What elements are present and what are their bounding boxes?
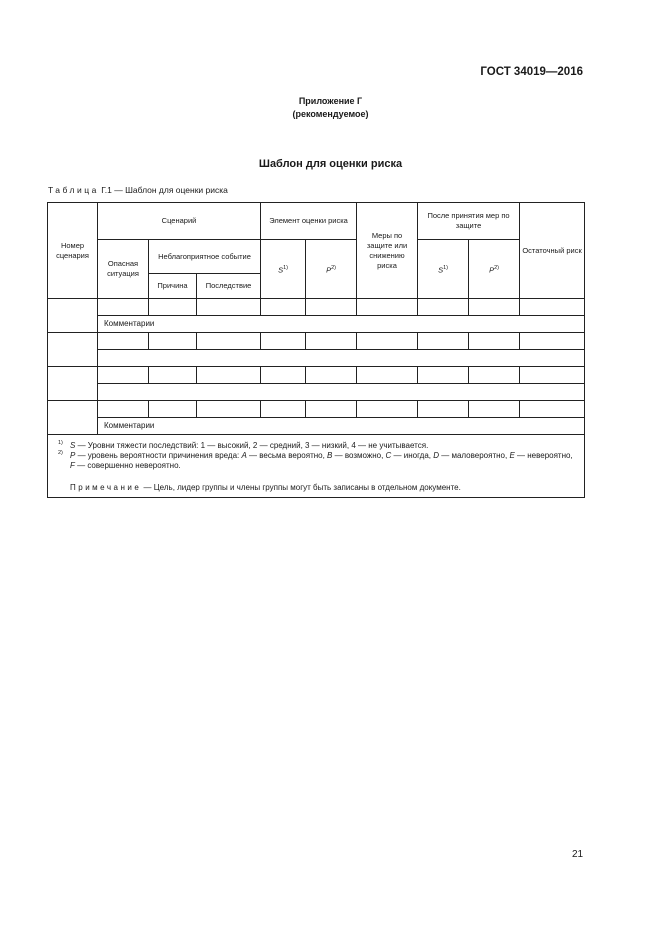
- data-cell[interactable]: [306, 401, 357, 418]
- footnote-2-symbol: P: [70, 451, 76, 460]
- appendix-heading: [0, 95, 661, 121]
- data-cell[interactable]: [149, 367, 197, 384]
- table-caption-prefix: Таблица: [48, 185, 99, 195]
- comment-row: [48, 418, 585, 435]
- header-cause: Причина: [149, 274, 197, 299]
- header-residual-risk: Остаточный риск: [520, 203, 585, 299]
- scenario-number-cell[interactable]: [48, 401, 98, 435]
- data-cell[interactable]: [418, 333, 469, 350]
- data-cell[interactable]: [520, 333, 585, 350]
- footnote-2-text: — маловероятно,: [439, 451, 510, 460]
- data-cell[interactable]: [469, 401, 520, 418]
- header-after-protection: После принятия мер по защите: [418, 203, 520, 240]
- header-p-after-symbol: P: [489, 265, 495, 275]
- page-title: Шаблон для оценки риска: [258, 158, 403, 170]
- data-cell[interactable]: [418, 367, 469, 384]
- data-cell[interactable]: [197, 367, 261, 384]
- header-adverse-event: Неблагоприятное событие: [149, 240, 261, 274]
- header-consequence: Последствие: [197, 274, 261, 299]
- footnote-2-a: A: [241, 451, 247, 460]
- data-cell[interactable]: [261, 401, 306, 418]
- table-note-text: — Цель, лидер группы и члены группы могут быть записаны в отдельном документе.: [141, 483, 461, 492]
- data-cell[interactable]: [261, 333, 306, 350]
- footnote-2-text: — совершенно невероятно.: [74, 461, 181, 470]
- data-cell[interactable]: [98, 299, 149, 316]
- footnote-2-b: B: [327, 451, 333, 460]
- header-s-after: [418, 240, 469, 299]
- table-row: [48, 299, 585, 316]
- scenario-number-cell[interactable]: [48, 299, 98, 333]
- footnote-2-text: — уровень вероятности причинения вреда:: [75, 451, 242, 460]
- data-cell[interactable]: [149, 299, 197, 316]
- data-cell[interactable]: [357, 333, 418, 350]
- footnote-1-mark: 1): [58, 440, 63, 446]
- header-scenarios: Сценарий: [98, 203, 261, 240]
- data-cell[interactable]: [98, 367, 149, 384]
- data-cell[interactable]: [306, 299, 357, 316]
- data-cell[interactable]: [197, 333, 261, 350]
- data-cell[interactable]: [520, 299, 585, 316]
- header-p: [306, 240, 357, 299]
- data-cell[interactable]: [357, 401, 418, 418]
- footnote-2-text: — иногда,: [391, 451, 434, 460]
- table-note: [70, 483, 578, 493]
- footnote-2-text: — возможно,: [332, 451, 386, 460]
- data-cell[interactable]: [469, 333, 520, 350]
- page-number: 21: [572, 849, 584, 860]
- footnote-2-f: F: [70, 461, 75, 470]
- data-cell[interactable]: [357, 299, 418, 316]
- table-row: [48, 401, 585, 418]
- comment-cell-empty[interactable]: [98, 384, 585, 401]
- header-s-after-symbol: S: [438, 265, 444, 275]
- header-p-mark: 2): [331, 264, 336, 271]
- data-cell[interactable]: [261, 299, 306, 316]
- appendix-label: Приложение Г: [298, 96, 363, 106]
- data-cell[interactable]: [149, 401, 197, 418]
- header-p-after: [469, 240, 520, 299]
- footnote-2-mark: 2): [58, 450, 63, 456]
- comment-cell[interactable]: Комментарии: [98, 418, 585, 435]
- footnote-1-text: — Уровни тяжести последствий: 1 — высокий, 2 — средний, 3 — низкий, 4 — не учитывается.: [75, 441, 429, 450]
- data-cell[interactable]: [98, 333, 149, 350]
- footnote-2-d: D: [433, 451, 440, 460]
- data-cell[interactable]: [469, 367, 520, 384]
- scenario-number-cell[interactable]: [48, 333, 98, 367]
- comment-cell-empty[interactable]: [98, 350, 585, 367]
- standard-designation: ГОСТ 34019—2016: [480, 66, 583, 78]
- header-s: [261, 240, 306, 299]
- header-s-mark: 1): [283, 264, 288, 271]
- data-cell[interactable]: [469, 299, 520, 316]
- risk-assessment-table: [47, 202, 585, 498]
- comment-row: [48, 384, 585, 401]
- header-s-symbol: S: [278, 265, 284, 275]
- data-cell[interactable]: [149, 333, 197, 350]
- data-cell[interactable]: [418, 299, 469, 316]
- data-cell[interactable]: [197, 401, 261, 418]
- comment-row: [48, 316, 585, 333]
- scenario-number-cell[interactable]: [48, 367, 98, 401]
- data-cell[interactable]: [520, 367, 585, 384]
- data-cell[interactable]: [98, 401, 149, 418]
- header-p-after-mark: 2): [494, 264, 499, 271]
- header-measures: Меры по защите или снижению риска: [357, 203, 418, 299]
- footnote-1: [58, 440, 578, 451]
- header-risk-element: Элемент оценки риска: [261, 203, 357, 240]
- data-cell[interactable]: [261, 367, 306, 384]
- table-row: [48, 367, 585, 384]
- data-cell[interactable]: [520, 401, 585, 418]
- header-s-after-mark: 1): [443, 264, 448, 271]
- appendix-status: (рекомендуемое): [292, 109, 369, 119]
- data-cell[interactable]: [197, 299, 261, 316]
- header-hazardous-situation: Опасная ситуация: [98, 240, 149, 299]
- data-cell[interactable]: [306, 333, 357, 350]
- table-note-prefix: Примечание: [70, 483, 142, 492]
- comment-row: [48, 350, 585, 367]
- table-row: [48, 333, 585, 350]
- footnote-2-e: E: [509, 451, 515, 460]
- footnote-2: [58, 450, 578, 471]
- footnote-1-symbol: S: [70, 441, 76, 450]
- table-caption: [48, 185, 228, 195]
- header-scenario-number: Номер сценария: [48, 203, 98, 299]
- data-cell[interactable]: [357, 367, 418, 384]
- table-caption-text: Г.1 — Шаблон для оценки риска: [98, 185, 228, 195]
- comment-cell[interactable]: Комментарии: [98, 316, 585, 333]
- data-cell[interactable]: [418, 401, 469, 418]
- header-p-symbol: P: [326, 265, 332, 275]
- footnote-2-c: C: [385, 451, 392, 460]
- table-footnotes: [48, 435, 585, 498]
- data-cell[interactable]: [306, 367, 357, 384]
- footnote-2-text: — весьма вероятно,: [246, 451, 328, 460]
- footnote-2-text: — невероятно,: [514, 451, 573, 460]
